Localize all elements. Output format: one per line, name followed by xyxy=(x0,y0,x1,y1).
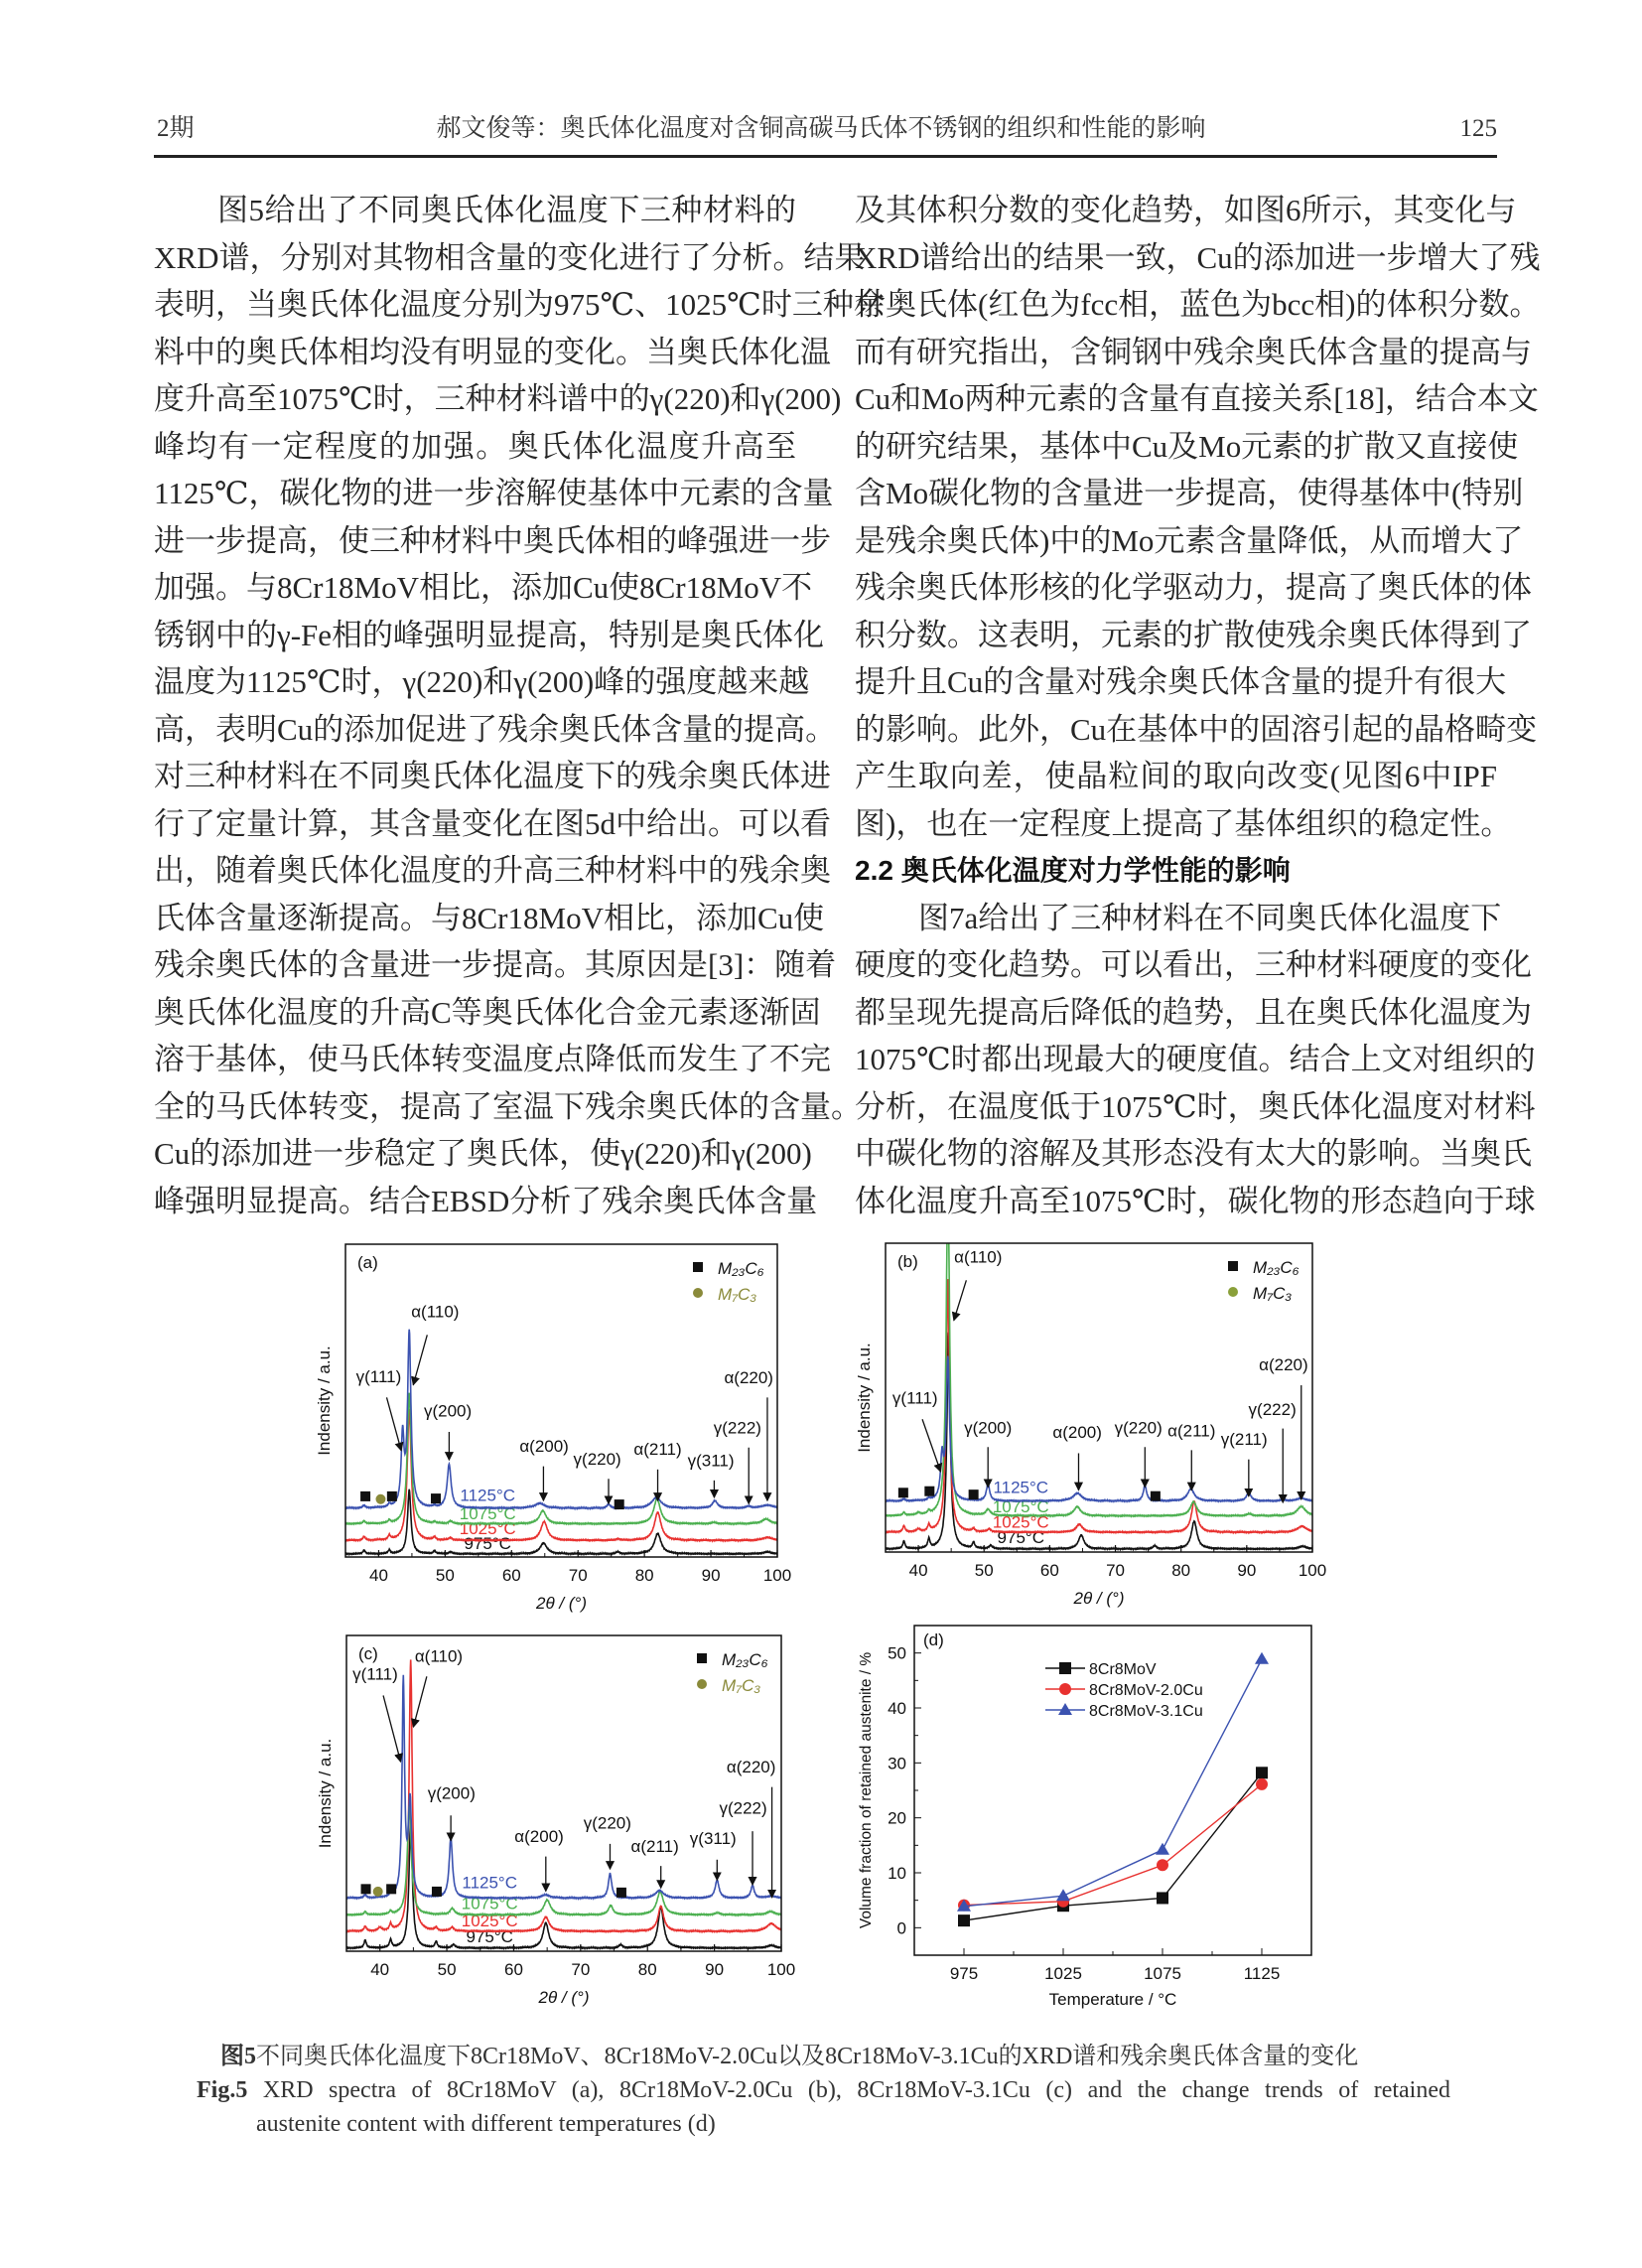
peak-annotation-label: γ(220) xyxy=(1114,1418,1163,1438)
running-header-issue: 2期 xyxy=(157,115,195,142)
data-point-triangle-icon xyxy=(1056,1889,1070,1901)
peak-annotation-arrow xyxy=(413,1335,427,1384)
legend-marker-square-icon xyxy=(1059,1662,1071,1674)
text-line: 及其体积分数的变化趋势，如图6所示，其变化与 xyxy=(855,193,1517,227)
text-line: 行了定量计算，其含量变化在图5d中给出。可以看 xyxy=(154,805,831,841)
carbide-square-marker-icon xyxy=(432,1887,442,1897)
peak-annotation-arrow xyxy=(383,1695,401,1762)
legend-circle-marker-icon xyxy=(1228,1287,1238,1297)
y-axis-label: Volume fraction of retained austenite / % xyxy=(858,1651,875,1929)
text-line: 峰均有一定程度的加强。奥氏体化温度升高至 xyxy=(154,428,796,464)
figure-caption-chinese xyxy=(220,2040,1358,2073)
x-axis-label: 2θ / (°) xyxy=(1073,1589,1125,1608)
peak-annotation-label: γ(200) xyxy=(427,1783,476,1803)
caption-text-en-line2: austenite content with different temperatures (d) xyxy=(256,2111,716,2137)
xrd-series-line xyxy=(346,1659,781,1931)
carbide-square-marker-icon xyxy=(386,1884,396,1894)
text-line: 图5给出了不同奥氏体化温度下三种材料的 xyxy=(217,193,796,227)
y-tick-label: 50 xyxy=(888,1643,906,1663)
x-tick-label: 1125 xyxy=(1243,1964,1281,1983)
page-number: 125 xyxy=(1459,115,1497,142)
carbide-circle-marker-icon xyxy=(373,1887,383,1897)
x-tick-label: 70 xyxy=(1106,1561,1125,1580)
peak-annotation-label: γ(222) xyxy=(713,1418,761,1438)
carbide-square-marker-icon xyxy=(1151,1491,1161,1501)
y-axis-label: Indensity / a.u. xyxy=(855,1343,874,1453)
text-line: 体化温度升高至1075℃时，碳化物的形态趋向于球 xyxy=(855,1183,1536,1218)
legend-label: M₇C₃ xyxy=(722,1676,761,1695)
text-line: 出，随着奥氏体化温度的升高三种材料中的残余奥 xyxy=(154,853,831,888)
retained-austenite-chart xyxy=(858,1626,1311,2009)
panel-label: (c) xyxy=(358,1644,378,1663)
data-point-square-icon xyxy=(1157,1892,1168,1904)
data-point-triangle-icon xyxy=(1156,1843,1169,1855)
peak-annotation-label: α(211) xyxy=(633,1439,682,1459)
text-line: 氏体含量逐渐提高。与8Cr18MoV相比，添加Cu使 xyxy=(154,900,825,935)
text-line: 都呈现先提高后降低的趋势，且在奥氏体化温度为 xyxy=(855,994,1532,1030)
text-line: 温度为1125℃时，γ(220)和γ(200)峰的强度越来越 xyxy=(154,664,810,699)
text-line: 残余奥氏体的含量进一步提高。其原因是[3]：随着 xyxy=(154,947,837,982)
panel-label: (b) xyxy=(897,1252,918,1271)
x-tick-label: 40 xyxy=(370,1960,390,1979)
legend-label: M₇C₃ xyxy=(1253,1284,1293,1303)
x-tick-label: 60 xyxy=(504,1960,523,1979)
x-tick-label: 100 xyxy=(1298,1561,1327,1580)
text-line: 峰强明显提高。结合EBSD分析了残余奥氏体含量 xyxy=(154,1183,818,1218)
series-temperature-label: 975°C xyxy=(466,1926,513,1946)
text-line: 积分数。这表明，元素的扩散使残余奥氏体得到了 xyxy=(855,617,1532,652)
running-header-title: 郝文俊等：奥氏体化温度对含铜高碳马氏体不锈钢的组织和性能的影响 xyxy=(436,115,1206,142)
text-line: Cu和Mo两种元素的含量有直接关系[18]，结合本文 xyxy=(855,381,1539,416)
caption-label-en: Fig.5 xyxy=(197,2077,248,2103)
carbide-circle-marker-icon xyxy=(375,1494,385,1504)
x-tick-label: 1025 xyxy=(1044,1964,1082,1983)
text-line: 产生取向差，使晶粒间的取向改变(见图6中IPF xyxy=(855,759,1497,793)
xrd-chart-a xyxy=(315,1244,791,1613)
text-line: 对三种材料在不同奥氏体化温度下的残余奥氏体进 xyxy=(154,759,831,793)
peak-annotation-label: α(220) xyxy=(726,1758,776,1777)
peak-annotation-label: α(200) xyxy=(1052,1423,1102,1443)
x-tick-label: 70 xyxy=(568,1566,588,1585)
series-temperature-label: 1075°C xyxy=(459,1503,516,1523)
y-tick-label: 0 xyxy=(896,1918,906,1938)
peak-annotation-label: γ(222) xyxy=(719,1798,767,1818)
xrd-chart-b xyxy=(855,1176,1326,1608)
x-tick-label: 90 xyxy=(701,1566,721,1585)
peak-annotation-label: α(200) xyxy=(519,1436,569,1456)
peak-annotation-label: γ(220) xyxy=(573,1450,621,1470)
carbide-square-marker-icon xyxy=(616,1888,626,1898)
legend-label: 8Cr8MoV xyxy=(1089,1661,1157,1678)
carbide-square-marker-icon xyxy=(898,1488,908,1497)
x-tick-label: 100 xyxy=(766,1960,796,1979)
figure-caption-english xyxy=(197,2073,1450,2107)
carbide-square-marker-icon xyxy=(387,1491,397,1501)
text-line: 残余奥氏体形核的化学驱动力，提高了奥氏体的体 xyxy=(855,570,1532,605)
legend-label: M₂₃C₆ xyxy=(718,1259,764,1278)
y-tick-label: 20 xyxy=(888,1808,906,1828)
series-line xyxy=(964,1784,1262,1906)
legend-label: M₂₃C₆ xyxy=(1253,1258,1300,1277)
text-line: XRD谱给出的结果一致，Cu的添加进一步增大了残 xyxy=(855,239,1541,275)
x-axis-label: 2θ / (°) xyxy=(536,1594,587,1613)
series-temperature-label: 975°C xyxy=(464,1534,511,1554)
x-tick-label: 100 xyxy=(762,1566,792,1585)
y-tick-label: 40 xyxy=(888,1699,906,1718)
x-tick-label: 90 xyxy=(705,1960,725,1979)
peak-annotation-label: γ(211) xyxy=(1220,1430,1268,1450)
series-temperature-label: 1025°C xyxy=(461,1911,518,1930)
text-line: 的影响。此外，Cu在基体中的固溶引起的晶格畸变 xyxy=(855,711,1538,747)
legend-label: 8Cr8MoV-3.1Cu xyxy=(1089,1703,1203,1720)
x-tick-label: 80 xyxy=(637,1960,657,1979)
text-line: 分析，在温度低于1075℃时，奥氏体化温度对材料 xyxy=(855,1088,1536,1124)
carbide-square-marker-icon xyxy=(431,1493,441,1503)
series-temperature-label: 1125°C xyxy=(462,1873,518,1893)
text-line: 奥氏体化温度的升高C等奥氏体化合金元素逐渐固 xyxy=(154,994,821,1030)
legend-marker-circle-icon xyxy=(1059,1683,1071,1695)
peak-annotation-label: γ(111) xyxy=(355,1366,402,1386)
series-line xyxy=(964,1772,1262,1920)
data-point-circle-icon xyxy=(1157,1859,1168,1871)
xrd-chart-c xyxy=(316,1635,795,2007)
caption-text-cn: 不同奥氏体化温度下8Cr18MoV、8Cr18MoV-2.0Cu以及8Cr18MoV-3.1Cu的XRD谱和残余奥氏体含量的变化 xyxy=(256,2044,1359,2069)
legend-label: M₂₃C₆ xyxy=(722,1650,768,1669)
x-tick-label: 975 xyxy=(949,1964,979,1983)
peak-annotation-label: α(220) xyxy=(1259,1355,1308,1375)
legend-square-marker-icon xyxy=(697,1653,707,1663)
series-temperature-label: 1025°C xyxy=(459,1519,516,1539)
text-line: 锈钢中的γ-Fe相的峰强明显提高，特别是奥氏体化 xyxy=(154,617,825,652)
peak-annotation-label: γ(111) xyxy=(891,1388,938,1408)
peak-annotation-arrow xyxy=(954,1280,967,1320)
peak-annotation-arrow xyxy=(413,1676,426,1727)
caption-label-cn: 图5 xyxy=(220,2044,256,2069)
carbide-square-marker-icon xyxy=(924,1487,934,1496)
legend-label: M₇C₃ xyxy=(718,1285,757,1304)
data-point-square-icon xyxy=(1256,1767,1268,1778)
text-line: 是残余奥氏体)中的Mo元素含量降低，从而增大了 xyxy=(855,522,1524,558)
peak-annotation-label: γ(111) xyxy=(352,1664,398,1684)
x-tick-label: 80 xyxy=(634,1566,654,1585)
text-line: 高，表明Cu的添加促进了残余奥氏体含量的提高。 xyxy=(154,711,837,747)
text-line: 全的马氏体转变，提高了室温下残余奥氏体的含量。 xyxy=(154,1088,862,1124)
text-line: 图7a给出了三种材料在不同奥氏体化温度下 xyxy=(918,900,1502,935)
text-line: 溶于基体，使马氏体转变温度点降低而发生了不完 xyxy=(154,1042,831,1076)
peak-annotation-label: α(211) xyxy=(630,1837,679,1857)
x-tick-label: 80 xyxy=(1171,1561,1191,1580)
x-tick-label: 40 xyxy=(908,1561,928,1580)
text-line: XRD谱，分别对其物相含量的变化进行了分析。结果 xyxy=(154,239,866,275)
carbide-square-marker-icon xyxy=(615,1499,624,1509)
legend-square-marker-icon xyxy=(1228,1261,1238,1271)
x-tick-label: 1075 xyxy=(1144,1964,1181,1983)
text-line: 硬度的变化趋势。可以看出，三种材料硬度的变化 xyxy=(855,947,1532,982)
text-line: 度升高至1075℃时，三种材料谱中的γ(220)和γ(200) xyxy=(154,381,842,416)
peak-annotation-label: γ(200) xyxy=(423,1401,473,1421)
text-line: 的研究结果，基体中Cu及Mo元素的扩散又直接使 xyxy=(855,428,1519,464)
panel-label: (d) xyxy=(923,1630,944,1649)
peak-annotation-label: γ(311) xyxy=(689,1828,737,1848)
x-tick-label: 50 xyxy=(435,1566,455,1585)
data-point-circle-icon xyxy=(1256,1778,1268,1790)
x-tick-label: 50 xyxy=(974,1561,994,1580)
caption-text-en-line1: XRD spectra of 8Cr18MoV (a), 8Cr18MoV-2.0Cu (b), 8Cr18MoV-3.1Cu (c) and the change trends of retained xyxy=(262,2077,1451,2103)
peak-annotation-label: α(110) xyxy=(411,1302,460,1322)
series-temperature-label: 1125°C xyxy=(993,1478,1049,1497)
text-line: 表明，当奥氏体化温度分别为975℃、1025℃时三种材 xyxy=(154,287,885,322)
carbide-square-marker-icon xyxy=(361,1884,371,1894)
y-tick-label: 10 xyxy=(888,1864,906,1883)
peak-annotation-label: γ(220) xyxy=(583,1813,631,1833)
peak-annotation-label: α(200) xyxy=(514,1826,564,1846)
text-line: 1075℃时都出现最大的硬度值。结合上文对组织的 xyxy=(855,1042,1536,1076)
carbide-square-marker-icon xyxy=(360,1491,370,1501)
series-temperature-label: 1075°C xyxy=(461,1894,518,1914)
text-line: 余奥氏体(红色为fcc相，蓝色为bcc相)的体积分数。 xyxy=(855,287,1541,322)
legend-circle-marker-icon xyxy=(693,1288,703,1298)
y-tick-label: 30 xyxy=(888,1754,906,1773)
legend-square-marker-icon xyxy=(693,1262,703,1272)
x-axis-label: Temperature / °C xyxy=(1048,1990,1177,2009)
text-line: 1125℃，碳化物的进一步溶解使基体中元素的含量 xyxy=(154,476,834,510)
peak-annotation-arrow xyxy=(386,1397,401,1451)
text-line: 料中的奥氏体相均没有明显的变化。当奥氏体化温 xyxy=(154,334,831,369)
x-tick-label: 70 xyxy=(571,1960,591,1979)
series-temperature-label: 1125°C xyxy=(460,1486,516,1505)
text-line: 图)，也在一定程度上提高了基体组织的稳定性。 xyxy=(855,805,1512,841)
peak-annotation-label: γ(200) xyxy=(964,1418,1013,1438)
panel-label: (a) xyxy=(357,1253,378,1272)
y-axis-label: Indensity / a.u. xyxy=(316,1738,335,1849)
series-temperature-label: 1025°C xyxy=(992,1512,1049,1532)
x-axis-label: 2θ / (°) xyxy=(538,1988,590,2007)
legend-circle-marker-icon xyxy=(697,1679,707,1689)
peak-annotation-arrow xyxy=(922,1419,941,1472)
legend-marker-triangle-icon xyxy=(1058,1703,1072,1715)
text-line: Cu的添加进一步稳定了奥氏体，使γ(220)和γ(200) xyxy=(154,1136,812,1171)
series-temperature-label: 1075°C xyxy=(992,1497,1049,1517)
x-tick-label: 60 xyxy=(501,1566,521,1585)
text-line: 加强。与8Cr18MoV相比，添加Cu使8Cr18MoV不 xyxy=(154,570,813,605)
text-line: 中碳化物的溶解及其形态没有太大的影响。当奥氏 xyxy=(855,1136,1532,1171)
series-temperature-label: 975°C xyxy=(997,1527,1045,1547)
text-line: 进一步提高，使三种材料中奥氏体相的峰强进一步 xyxy=(154,522,831,558)
text-line: 提升且Cu的含量对残余奥氏体含量的提升有很大 xyxy=(855,664,1507,699)
peak-annotation-label: α(220) xyxy=(724,1368,773,1388)
data-point-triangle-icon xyxy=(1255,1652,1269,1664)
y-axis-label: Indensity / a.u. xyxy=(315,1346,334,1456)
legend-label: 8Cr8MoV-2.0Cu xyxy=(1089,1682,1203,1699)
data-point-square-icon xyxy=(958,1914,970,1926)
text-line: 而有研究指出，含铜钢中残余奥氏体含量的提高与 xyxy=(855,334,1532,369)
peak-annotation-label: α(110) xyxy=(954,1247,1003,1267)
peak-annotation-label: γ(222) xyxy=(1248,1399,1297,1419)
x-tick-label: 60 xyxy=(1039,1561,1059,1580)
peak-annotation-label: γ(311) xyxy=(687,1451,735,1471)
carbide-square-marker-icon xyxy=(969,1489,979,1499)
x-tick-label: 40 xyxy=(369,1566,388,1585)
peak-annotation-label: α(110) xyxy=(414,1646,464,1666)
x-tick-label: 50 xyxy=(437,1960,457,1979)
section-heading: 2.2 奥氏体化温度对力学性能的影响 xyxy=(855,855,1291,886)
text-line: 含Mo碳化物的含量进一步提高，使得基体中(特别 xyxy=(855,476,1524,510)
x-tick-label: 90 xyxy=(1237,1561,1257,1580)
peak-annotation-label: α(211) xyxy=(1167,1421,1216,1441)
